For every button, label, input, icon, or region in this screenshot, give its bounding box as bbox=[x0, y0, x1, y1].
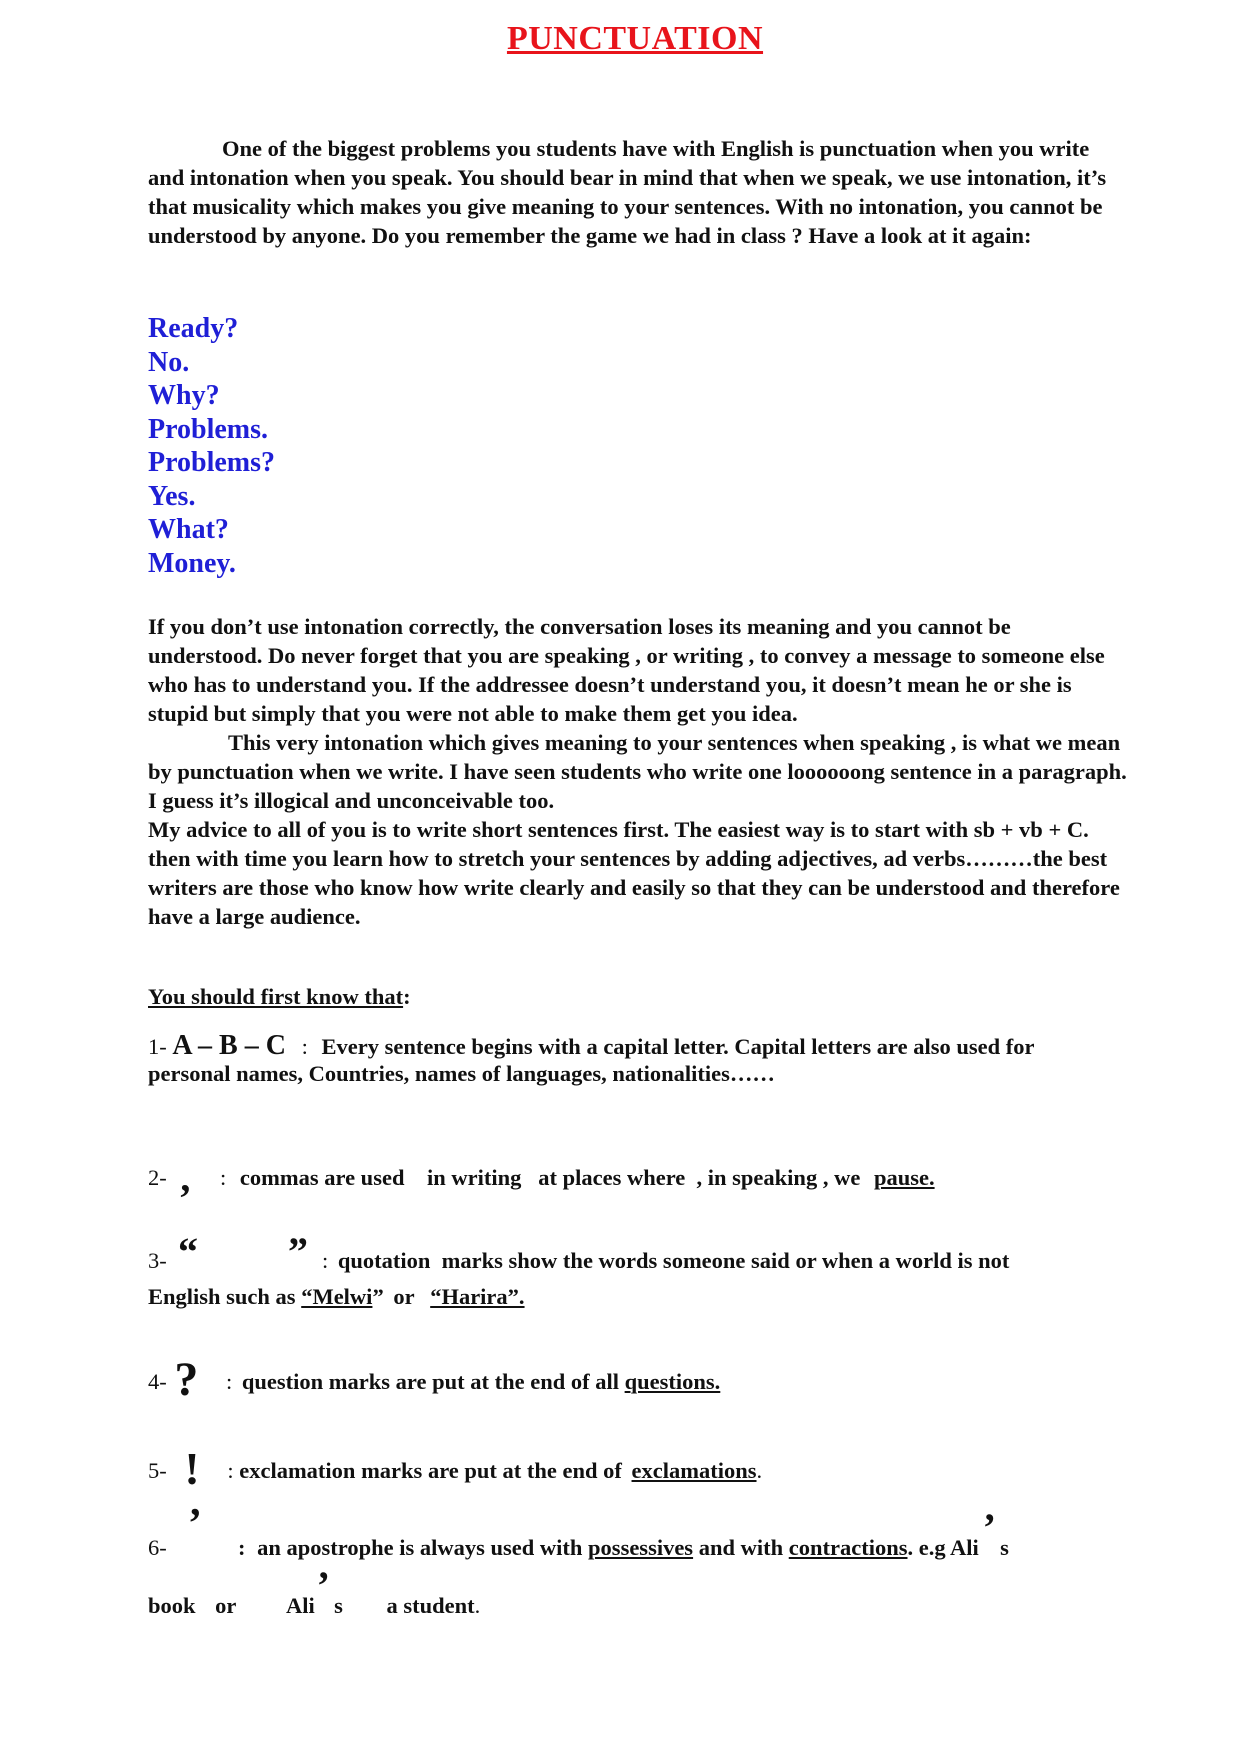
intro-text: One of the biggest problems you students have with English is punctuation when you write and intonation when you speak. You should bear in mind that when we speak, we use intonation, it’s that musicality which makes you give meaning to your sentences. With no intonation, you cannot be understood by anyone. Do you remember the game we had in class ? Have a look at it again: bbox=[148, 136, 1107, 248]
document-page: PUNCTUATION One of the biggest problems you students have with English is punctuation when you write and intonation when you speak. You should bear in mind that when we speak, we use intonation, it’s that musicality which makes you give meaning to your sentences. With no intonation, you cannot be understood by anyone. Do you remember the game we had in class ? Have a look at it again: Ready? No. Why? Problems. Problems? Yes. What? Money. If you don’t use intonation correctly, the conversation loses its meaning and you cannot be understood. Do never forget that you are speaking , or writing , to convey a message to someone else who has to understand you. If the addressee doesn’t understand you, it doesn’t mean he or she is stupid but simply that you were not able to make them get you idea. This very intonation which gives meaning to your sentences when speaking , is what we mean by punctuation when we write. I have seen students who write one loooooong sentence in a paragraph. I guess it’s illogical and unconceivable too. My advice to all of you is to write short sentences first. The easiest way is to start with sb + vb + C. then with time you learn how to stretch your sentences by adding adjectives, ad verbs………the best writers are those who know how write clearly and easily so that they can be understood and therefore have a large audience. You should first know that: 1- A – B – C : Every sentence begins with a capital letter. Capital letters are also used for personal names, Countries, names of languages, nationalities…… 2- , : commas are used in writing at places where , in speaking , we pause. “ ” 3- : quotation marks show the words someone said or when a world is not English such as “Melwi” or “Harira”. 4- ? : question marks are put at the end of all questions. 5- ! : exclamation marks are put at the end of exclamations. ’ 6- : an apostrophe is always used with possessives and with contractions. e.g Ali ’ s book or Ali’ s a student. bbox=[0, 0, 1240, 1754]
paragraph-punctuation: This very intonation which gives meaning to your sentences when speaking , is what we mean by punctuation when we write. I have seen students who write one loooooong sentence in a paragraph. I guess it’s illogical and unconceivable too. bbox=[148, 730, 1127, 813]
dialogue-line: Ready? bbox=[148, 313, 239, 344]
dialogue-line: What? bbox=[148, 514, 229, 545]
dialogue-line: Why? bbox=[148, 380, 220, 411]
dialogue-line: No. bbox=[148, 346, 190, 378]
body-paragraphs bbox=[148, 612, 1128, 931]
rule-capitals-continued: personal names, Countries, names of languages, nationalities…… bbox=[148, 1061, 775, 1086]
rule-apostrophe: 6- : an apostrophe is always used with possessives and with contractions. e.g Ali ’ s bbox=[148, 1505, 1009, 1560]
rule-comma: 2- , : commas are used in writing at places where , in speaking , we pause. bbox=[148, 1155, 935, 1200]
exclamation-mark-symbol: ! bbox=[184, 1443, 200, 1494]
dialogue-line: Problems. bbox=[148, 413, 269, 445]
rule-apostrophe-example: book or Ali’ s a student. bbox=[148, 1563, 481, 1618]
question-mark-symbol: ? bbox=[174, 1353, 199, 1406]
comma-symbol: , bbox=[180, 1155, 191, 1200]
rule-exclamation: 5- ! : exclamation marks are put at the end of exclamations. bbox=[148, 1443, 763, 1494]
rule-quotation-continued: English such as “Melwi” or “Harira”. bbox=[148, 1284, 525, 1309]
capital-letters-symbol: A – B – C bbox=[172, 1030, 286, 1061]
rule-capitals: 1- A – B – C : Every sentence begins with a capital letter. Capital letters are also used for bbox=[148, 1030, 1035, 1061]
dialogue-list bbox=[148, 312, 275, 580]
paragraph-intonation: If you don’t use intonation correctly, the conversation loses its meaning and you cannot be understood. Do never forget that you are speaking , or writing , to convey a message to someone else who has to understand you. If the addressee doesn’t understand you, it doesn’t mean he or she is stupid but simply that you were not able to make them get you idea. bbox=[148, 614, 1105, 726]
dialogue-line: Money. bbox=[148, 547, 236, 579]
section-heading: You should first know that: bbox=[148, 984, 411, 1009]
paragraph-advice: My advice to all of you is to write short sentences first. The easiest way is to start with sb + vb + C. then with time you learn how to stretch your sentences by adding adjectives, ad verbs………the best writers are those who know how write clearly and easily so that they can be understood and therefore have a large audience. bbox=[148, 817, 1120, 929]
rule-quotation: 3- : quotation marks show the words someone said or when a world is not bbox=[148, 1248, 1010, 1273]
page-title: PUNCTUATION bbox=[506, 20, 764, 57]
dialogue-line: Yes. bbox=[148, 480, 196, 512]
rule-question-mark: 4- ? : question marks are put at the end of all questions. bbox=[148, 1353, 721, 1406]
intro-paragraph bbox=[148, 134, 1128, 250]
dialogue-line: Problems? bbox=[148, 447, 276, 478]
